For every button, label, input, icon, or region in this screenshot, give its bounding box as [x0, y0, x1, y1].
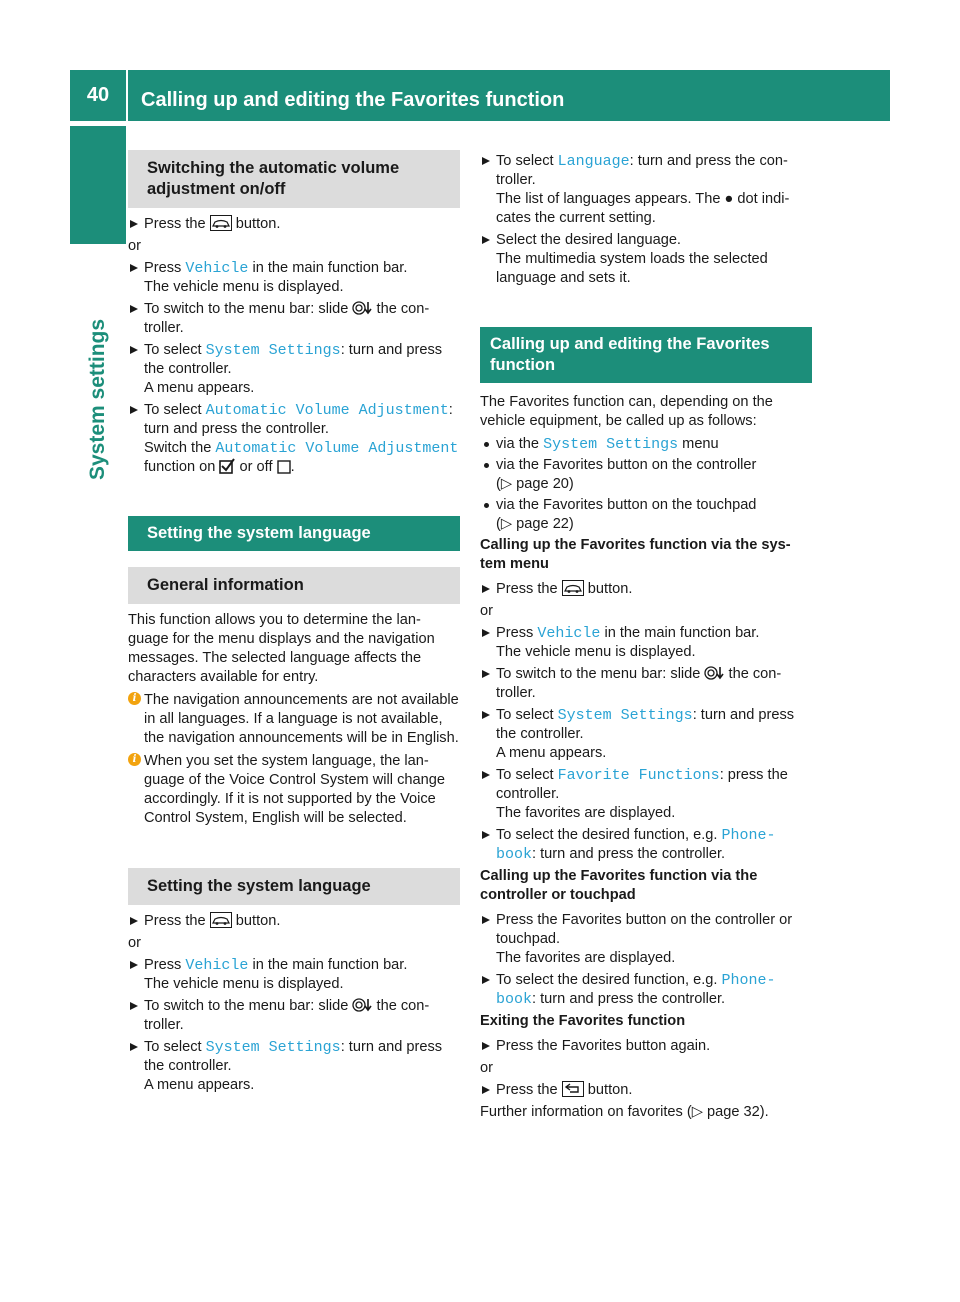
page-reference-arrow-icon: ▷ [500, 476, 513, 492]
note-voice-control: i When you set the system language, the lan-guage of the Voice Control System will change accordingly. If it is not supported by the Voice Control System, English will be selected. [128, 752, 460, 828]
favorites-intro: The Favorites function can, depending on the vehicle equipment, be called up as follows: [480, 394, 773, 429]
bullet-touchpad: via the Favorites button on the touchpad (▷ page 22) [480, 496, 812, 534]
page-reference-link[interactable]: page 32). [707, 1104, 769, 1120]
right-column [480, 152, 812, 1126]
vehicle-button-icon [210, 215, 232, 231]
step-select-function: To select the desired function, e.g. Phone‐ book: turn and press the controller. [480, 826, 812, 864]
further-information: Further information on favorites (▷ page 32). [480, 1104, 769, 1120]
step-select-system-settings: To select System Settings: turn and press the controller. A menu appears. [128, 341, 460, 398]
section-heading-general-information: General information [128, 567, 460, 604]
step-switch-menu-bar: To switch to the menu bar: slide the con- troller. [128, 997, 460, 1035]
bullet-system-settings: via the System Settings menu [480, 435, 812, 454]
general-info-paragraph: This function allows you to determine the lan-guage for the menu displays and the navigation messages. The selected language affects the characters available for entry. [128, 612, 435, 685]
note-navigation-announcements: i The navigation announcements are not available in all languages. If a language is not available, the navigation announcements will be in English. [128, 691, 460, 748]
step-select-favorite-functions: To select Favorite Functions: press the controller. The favorites are displayed. [480, 766, 812, 823]
step-select-auto-volume: To select Automatic Volume Adjustment: turn and press the controller. Switch the Automatic Volume Adjustment function on or off . [128, 401, 460, 477]
or-text: or [128, 238, 141, 254]
page-number: 40 [86, 84, 110, 106]
subheading-exiting-favorites: Exiting the Favorites function [480, 1013, 686, 1029]
page-reference-link[interactable]: page 22) [516, 516, 574, 532]
step-press-vehicle: Press Vehicle in the main function bar. The vehicle menu is displayed. [480, 624, 812, 662]
or-text: or [128, 935, 141, 951]
step-press-vehicle-button: Press the button. [128, 215, 460, 234]
section-heading-setting-system-language: Setting the system language [128, 868, 460, 905]
back-button-icon [562, 1081, 584, 1097]
section-heading-auto-volume: Switching the automatic volume adjustment on/off [128, 150, 460, 208]
step-press-vehicle-button: Press the button. [128, 912, 460, 931]
vehicle-button-icon [210, 912, 232, 928]
section-heading-favorites: Calling up and editing the Favorites function [480, 327, 812, 383]
step-press-back-button: Press the button. [480, 1081, 812, 1100]
step-press-favorites-button: Press the Favorites button on the controller or touchpad. The favorites are displayed. [480, 911, 812, 968]
radio-dot-icon: ● [724, 191, 734, 207]
left-column [128, 150, 460, 1098]
section-heading-system-language: Setting the system language [128, 516, 460, 551]
controller-slide-icon [352, 997, 372, 1013]
page-title: Calling up and editing the Favorites function [141, 89, 565, 111]
step-press-vehicle-button: Press the button. [480, 580, 812, 599]
step-switch-menu-bar: To switch to the menu bar: slide the con- troller. [128, 300, 460, 338]
step-select-function: To select the desired function, e.g. Phone‐ book: turn and press the controller. [480, 971, 812, 1009]
page-reference-arrow-icon: ▷ [691, 1104, 703, 1120]
step-press-vehicle: Press Vehicle in the main function bar. The vehicle menu is displayed. [128, 956, 460, 994]
step-select-desired-language: Select the desired language. The multimedia system loads the selected language and sets it. [480, 231, 812, 288]
checkbox-unchecked-icon [277, 458, 291, 474]
or-text: or [480, 603, 493, 619]
step-select-language: To select Language: turn and press the con- troller. The list of languages appears. The ● dot indi- cates the current setting. [480, 152, 812, 228]
step-switch-menu-bar: To switch to the menu bar: slide the con- troller. [480, 665, 812, 703]
step-press-favorites-again: Press the Favorites button again. [480, 1037, 812, 1056]
vehicle-button-icon [562, 580, 584, 596]
or-text: or [480, 1060, 493, 1076]
checkbox-checked-icon [219, 458, 235, 474]
section-tab [70, 126, 126, 244]
subheading-via-controller-touchpad: Calling up the Favorites function via the controller or touchpad [480, 868, 758, 903]
page-reference-link[interactable]: page 20) [516, 476, 574, 492]
info-icon: i [128, 753, 141, 766]
controller-slide-icon [352, 300, 372, 316]
step-press-vehicle: Press Vehicle in the main function bar. The vehicle menu is displayed. [128, 259, 460, 297]
step-select-system-settings: To select System Settings: turn and press the controller. A menu appears. [480, 706, 812, 763]
info-icon: i [128, 692, 141, 705]
step-select-system-settings: To select System Settings: turn and press the controller. A menu appears. [128, 1038, 460, 1095]
header-divider [126, 70, 128, 121]
subheading-via-system-menu: Calling up the Favorites function via the sys-tem menu [480, 537, 791, 572]
page-reference-arrow-icon: ▷ [500, 516, 513, 532]
bullet-controller: via the Favorites button on the controller (▷ page 20) [480, 456, 812, 494]
controller-slide-icon [704, 665, 724, 681]
